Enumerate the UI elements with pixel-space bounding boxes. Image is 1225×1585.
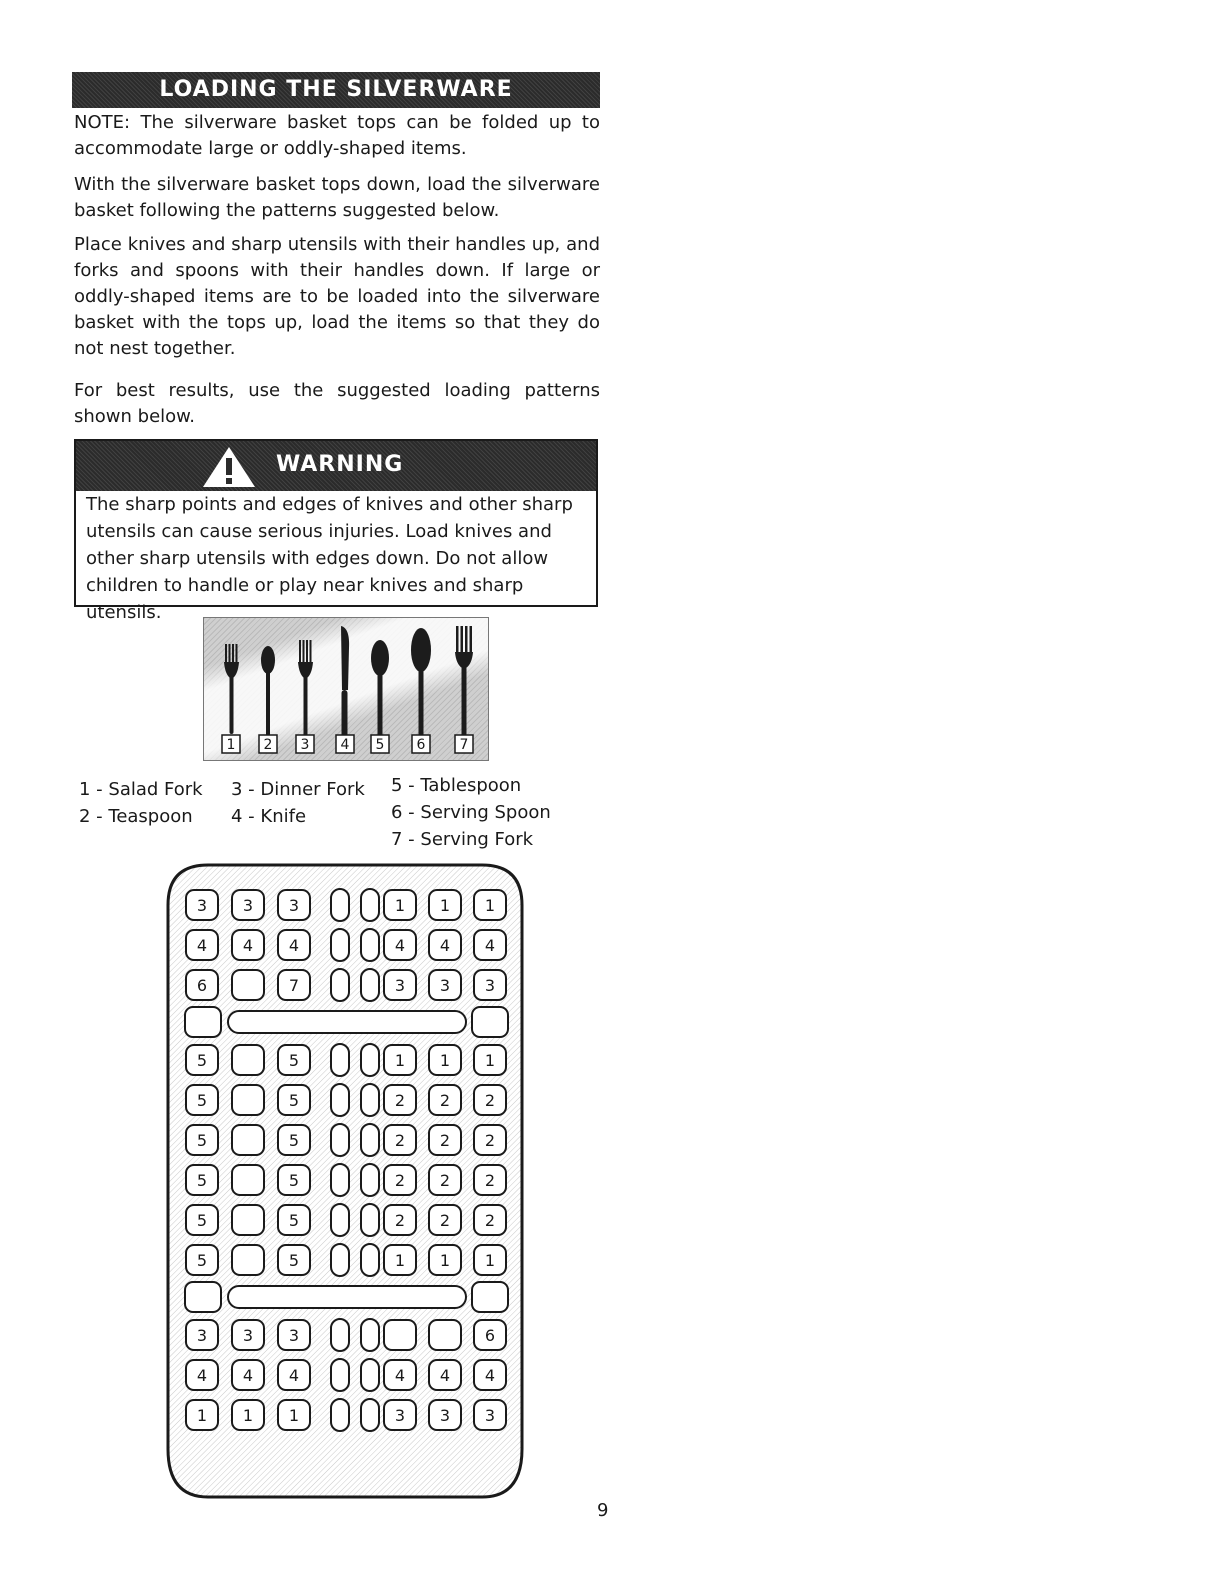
- basket-slot: [278, 1045, 310, 1075]
- basket-tall-slot: [331, 969, 349, 1001]
- serving-spoon-icon: [411, 628, 431, 740]
- utensil-number-box: [371, 735, 389, 753]
- serving-fork-icon: [455, 626, 473, 740]
- svg-text:2: 2: [484, 1171, 496, 1190]
- svg-text:2: 2: [439, 1091, 451, 1110]
- basket-slot: [278, 1205, 310, 1235]
- warning-title: WARNING: [276, 452, 404, 477]
- basket-slot: [278, 1360, 310, 1390]
- basket-slot: [232, 1245, 264, 1275]
- basket-tall-slot: [361, 1044, 379, 1076]
- basket-slot: [474, 970, 506, 1000]
- svg-text:5: 5: [288, 1251, 300, 1270]
- svg-text:3: 3: [196, 1326, 208, 1345]
- svg-text:1: 1: [242, 1406, 254, 1425]
- basket-slot: [186, 970, 218, 1000]
- svg-text:1: 1: [484, 1051, 496, 1070]
- basket-slot: [232, 970, 264, 1000]
- svg-text:2: 2: [394, 1211, 406, 1230]
- svg-text:6: 6: [416, 737, 426, 753]
- svg-text:5: 5: [196, 1131, 208, 1150]
- svg-text:3: 3: [196, 896, 208, 915]
- basket-slot: [186, 1245, 218, 1275]
- svg-text:2: 2: [263, 737, 273, 753]
- basket-tall-slot: [331, 1244, 349, 1276]
- basket-slot: [474, 1085, 506, 1115]
- svg-text:4: 4: [439, 936, 451, 955]
- basket-slot: [232, 1165, 264, 1195]
- svg-text:5: 5: [196, 1251, 208, 1270]
- utensil-number-box: [412, 735, 430, 753]
- svg-text:4: 4: [484, 936, 496, 955]
- warning-box: [74, 439, 598, 623]
- basket-slot: [186, 1205, 218, 1235]
- svg-text:1: 1: [484, 1251, 496, 1270]
- basket-tall-slot: [361, 1319, 379, 1351]
- basket-slot: [384, 930, 416, 960]
- legend-item: 4 - Knife: [231, 806, 307, 827]
- svg-text:3: 3: [484, 976, 496, 995]
- basket-slot: [278, 1165, 310, 1195]
- svg-text:5: 5: [288, 1131, 300, 1150]
- svg-text:1: 1: [394, 896, 406, 915]
- svg-text:1: 1: [439, 896, 451, 915]
- basket-slot: [474, 1205, 506, 1235]
- basket-divider: [185, 1282, 508, 1312]
- basket-slot: [429, 1245, 461, 1275]
- basket-tall-slot: [361, 929, 379, 961]
- svg-text:1: 1: [226, 737, 236, 753]
- svg-text:4: 4: [340, 737, 350, 753]
- basket-tall-slot: [361, 1164, 379, 1196]
- utensil-number-box: [259, 735, 277, 753]
- svg-text:5: 5: [288, 1091, 300, 1110]
- svg-text:3: 3: [288, 1326, 300, 1345]
- legend-item: 2 - Teaspoon: [79, 806, 193, 827]
- svg-text:2: 2: [484, 1211, 496, 1230]
- svg-text:1: 1: [439, 1251, 451, 1270]
- svg-text:4: 4: [196, 936, 208, 955]
- svg-text:2: 2: [439, 1131, 451, 1150]
- basket-slot: [384, 1125, 416, 1155]
- svg-text:5: 5: [288, 1171, 300, 1190]
- dinner-fork-icon: [298, 640, 313, 736]
- svg-text:4: 4: [484, 1366, 496, 1385]
- svg-text:5: 5: [196, 1211, 208, 1230]
- legend-column-2: [231, 776, 365, 830]
- utensil-figure: [203, 617, 489, 761]
- basket-divider: [185, 1007, 508, 1037]
- utensil-number-box: [455, 735, 473, 753]
- svg-text:4: 4: [242, 936, 254, 955]
- section-title: LOADING THE SILVERWARE: [72, 72, 600, 108]
- basket-tall-slot: [361, 969, 379, 1001]
- basket-slot: [474, 1400, 506, 1430]
- basket-slot: [186, 1165, 218, 1195]
- utensil-number-box: [296, 735, 314, 753]
- tablespoon-icon: [371, 640, 389, 738]
- basket-slot: [474, 1165, 506, 1195]
- basket-slot: [384, 1045, 416, 1075]
- basket-tall-slot: [331, 889, 349, 921]
- basket-slot: [186, 1320, 218, 1350]
- basket-slot: [384, 1205, 416, 1235]
- legend-column-3: [391, 772, 551, 853]
- svg-text:4: 4: [288, 936, 300, 955]
- basket-tall-slot: [361, 1359, 379, 1391]
- legend-item: 3 - Dinner Fork: [231, 779, 365, 800]
- basket-slot: [429, 1125, 461, 1155]
- basket-tall-slot: [331, 1164, 349, 1196]
- svg-text:3: 3: [288, 896, 300, 915]
- legend-item: 7 - Serving Fork: [391, 829, 534, 850]
- basket-slot: [429, 970, 461, 1000]
- svg-text:1: 1: [439, 1051, 451, 1070]
- basket-tall-slot: [331, 1319, 349, 1351]
- svg-text:1: 1: [484, 896, 496, 915]
- warning-triangle-icon: [201, 445, 257, 489]
- svg-text:2: 2: [439, 1211, 451, 1230]
- basket-slot: [384, 1400, 416, 1430]
- legend-column-1: [79, 776, 203, 830]
- svg-text:2: 2: [394, 1131, 406, 1150]
- basket-slot: [474, 1245, 506, 1275]
- svg-text:4: 4: [242, 1366, 254, 1385]
- svg-text:3: 3: [300, 737, 310, 753]
- basket-slot: [384, 1320, 416, 1350]
- svg-text:3: 3: [439, 976, 451, 995]
- salad-fork-icon: [224, 644, 239, 734]
- basket-tall-slot: [361, 1124, 379, 1156]
- warning-text: The sharp points and edges of knives and other sharp utensils can cause serious injuries. Load knives and other sharp utensils with edges down. Do not allow children to handle or play near knives and sharp utensils.: [86, 494, 573, 623]
- basket-slot: [474, 1360, 506, 1390]
- basket-tall-slot: [361, 1084, 379, 1116]
- basket-slot: [278, 1245, 310, 1275]
- basket-slot: [278, 1320, 310, 1350]
- basket-slot: [429, 1165, 461, 1195]
- basket-slot: [278, 930, 310, 960]
- svg-text:1: 1: [288, 1406, 300, 1425]
- basket-slot: [232, 1085, 264, 1115]
- svg-text:4: 4: [394, 936, 406, 955]
- svg-text:3: 3: [394, 976, 406, 995]
- basket-slot: [278, 890, 310, 920]
- basket-slot: [429, 1205, 461, 1235]
- basket-slot: [232, 890, 264, 920]
- basket-slot: [232, 1045, 264, 1075]
- svg-text:5: 5: [288, 1051, 300, 1070]
- basket-slot: [429, 1085, 461, 1115]
- svg-text:2: 2: [484, 1091, 496, 1110]
- basket-slot: [186, 890, 218, 920]
- svg-text:1: 1: [394, 1051, 406, 1070]
- basket-slot: [232, 930, 264, 960]
- basket-slot: [186, 1045, 218, 1075]
- svg-text:5: 5: [288, 1211, 300, 1230]
- basket-slot: [429, 1400, 461, 1430]
- svg-text:2: 2: [484, 1131, 496, 1150]
- svg-text:4: 4: [439, 1366, 451, 1385]
- legend-item: 6 - Serving Spoon: [391, 802, 551, 823]
- basket-slot: [429, 1320, 461, 1350]
- basket-tall-slot: [331, 1204, 349, 1236]
- basket-slot: [429, 1045, 461, 1075]
- legend-item: 5 - Tablespoon: [391, 775, 522, 796]
- warning-header: [76, 441, 596, 491]
- svg-text:4: 4: [394, 1366, 406, 1385]
- basket-slot: [186, 1085, 218, 1115]
- utensil-number-box: [336, 735, 354, 753]
- basket-slot: [278, 1125, 310, 1155]
- basket-slot: [278, 970, 310, 1000]
- svg-text:3: 3: [394, 1406, 406, 1425]
- basket-slot: [278, 1085, 310, 1115]
- basket-slot: [384, 1245, 416, 1275]
- basket-tall-slot: [361, 1244, 379, 1276]
- basket-tall-slot: [331, 929, 349, 961]
- silverware-basket-diagram: [160, 857, 530, 1511]
- svg-text:3: 3: [242, 896, 254, 915]
- svg-text:3: 3: [484, 1406, 496, 1425]
- svg-text:2: 2: [394, 1091, 406, 1110]
- svg-text:7: 7: [288, 976, 300, 995]
- basket-tall-slot: [331, 1084, 349, 1116]
- page-number: 9: [597, 1500, 609, 1521]
- basket-slot: [429, 1360, 461, 1390]
- svg-text:7: 7: [459, 737, 469, 753]
- basket-tall-slot: [331, 1044, 349, 1076]
- basket-slot: [474, 930, 506, 960]
- placement-paragraph: Place knives and sharp utensils with their handles up, and forks and spoons with their handles down. If large or oddly-shaped items are to be loaded into the silverware basket with the tops up, load the items so that they do not nest together.: [74, 234, 600, 359]
- basket-slot: [384, 1360, 416, 1390]
- legend-item: 1 - Salad Fork: [79, 779, 203, 800]
- basket-slot: [384, 970, 416, 1000]
- basket-tall-slot: [331, 1359, 349, 1391]
- basket-slot: [186, 1360, 218, 1390]
- basket-slot: [384, 1165, 416, 1195]
- svg-text:5: 5: [196, 1171, 208, 1190]
- svg-text:5: 5: [196, 1051, 208, 1070]
- svg-text:1: 1: [196, 1406, 208, 1425]
- svg-text:2: 2: [394, 1171, 406, 1190]
- basket-slot: [186, 930, 218, 960]
- svg-text:4: 4: [196, 1366, 208, 1385]
- basket-slot: [232, 1320, 264, 1350]
- basket-slot: [474, 1125, 506, 1155]
- basket-slot: [232, 1400, 264, 1430]
- svg-text:6: 6: [484, 1326, 496, 1345]
- basket-slot: [429, 890, 461, 920]
- svg-text:4: 4: [288, 1366, 300, 1385]
- basket-slot: [384, 1085, 416, 1115]
- utensil-number-box: [222, 735, 240, 753]
- basket-slot: [232, 1125, 264, 1155]
- basket-slot: [186, 1125, 218, 1155]
- svg-text:3: 3: [439, 1406, 451, 1425]
- svg-text:5: 5: [375, 737, 385, 753]
- basket-tall-slot: [361, 1399, 379, 1431]
- teaspoon-icon: [261, 646, 275, 736]
- best-results-paragraph: For best results, use the suggested loading patterns shown below.: [74, 380, 600, 427]
- basket-slot: [232, 1205, 264, 1235]
- basket-tall-slot: [331, 1124, 349, 1156]
- basket-slot: [474, 1320, 506, 1350]
- svg-text:3: 3: [242, 1326, 254, 1345]
- note-paragraph: NOTE: The silverware basket tops can be folded up to accommodate large or oddly-shaped items.: [74, 112, 600, 159]
- basket-slot: [474, 890, 506, 920]
- basket-slot: [474, 1045, 506, 1075]
- svg-text:1: 1: [394, 1251, 406, 1270]
- basket-slot: [186, 1400, 218, 1430]
- basket-slot: [278, 1400, 310, 1430]
- basket-slot: [384, 890, 416, 920]
- svg-text:6: 6: [196, 976, 208, 995]
- basket-slot: [429, 930, 461, 960]
- basket-tall-slot: [361, 1204, 379, 1236]
- basket-slot: [232, 1360, 264, 1390]
- svg-text:2: 2: [439, 1171, 451, 1190]
- knife-icon: [341, 626, 349, 738]
- instruction-paragraph: With the silverware basket tops down, load the silverware basket following the patterns suggested below.: [74, 174, 600, 221]
- basket-tall-slot: [361, 889, 379, 921]
- svg-text:5: 5: [196, 1091, 208, 1110]
- basket-tall-slot: [331, 1399, 349, 1431]
